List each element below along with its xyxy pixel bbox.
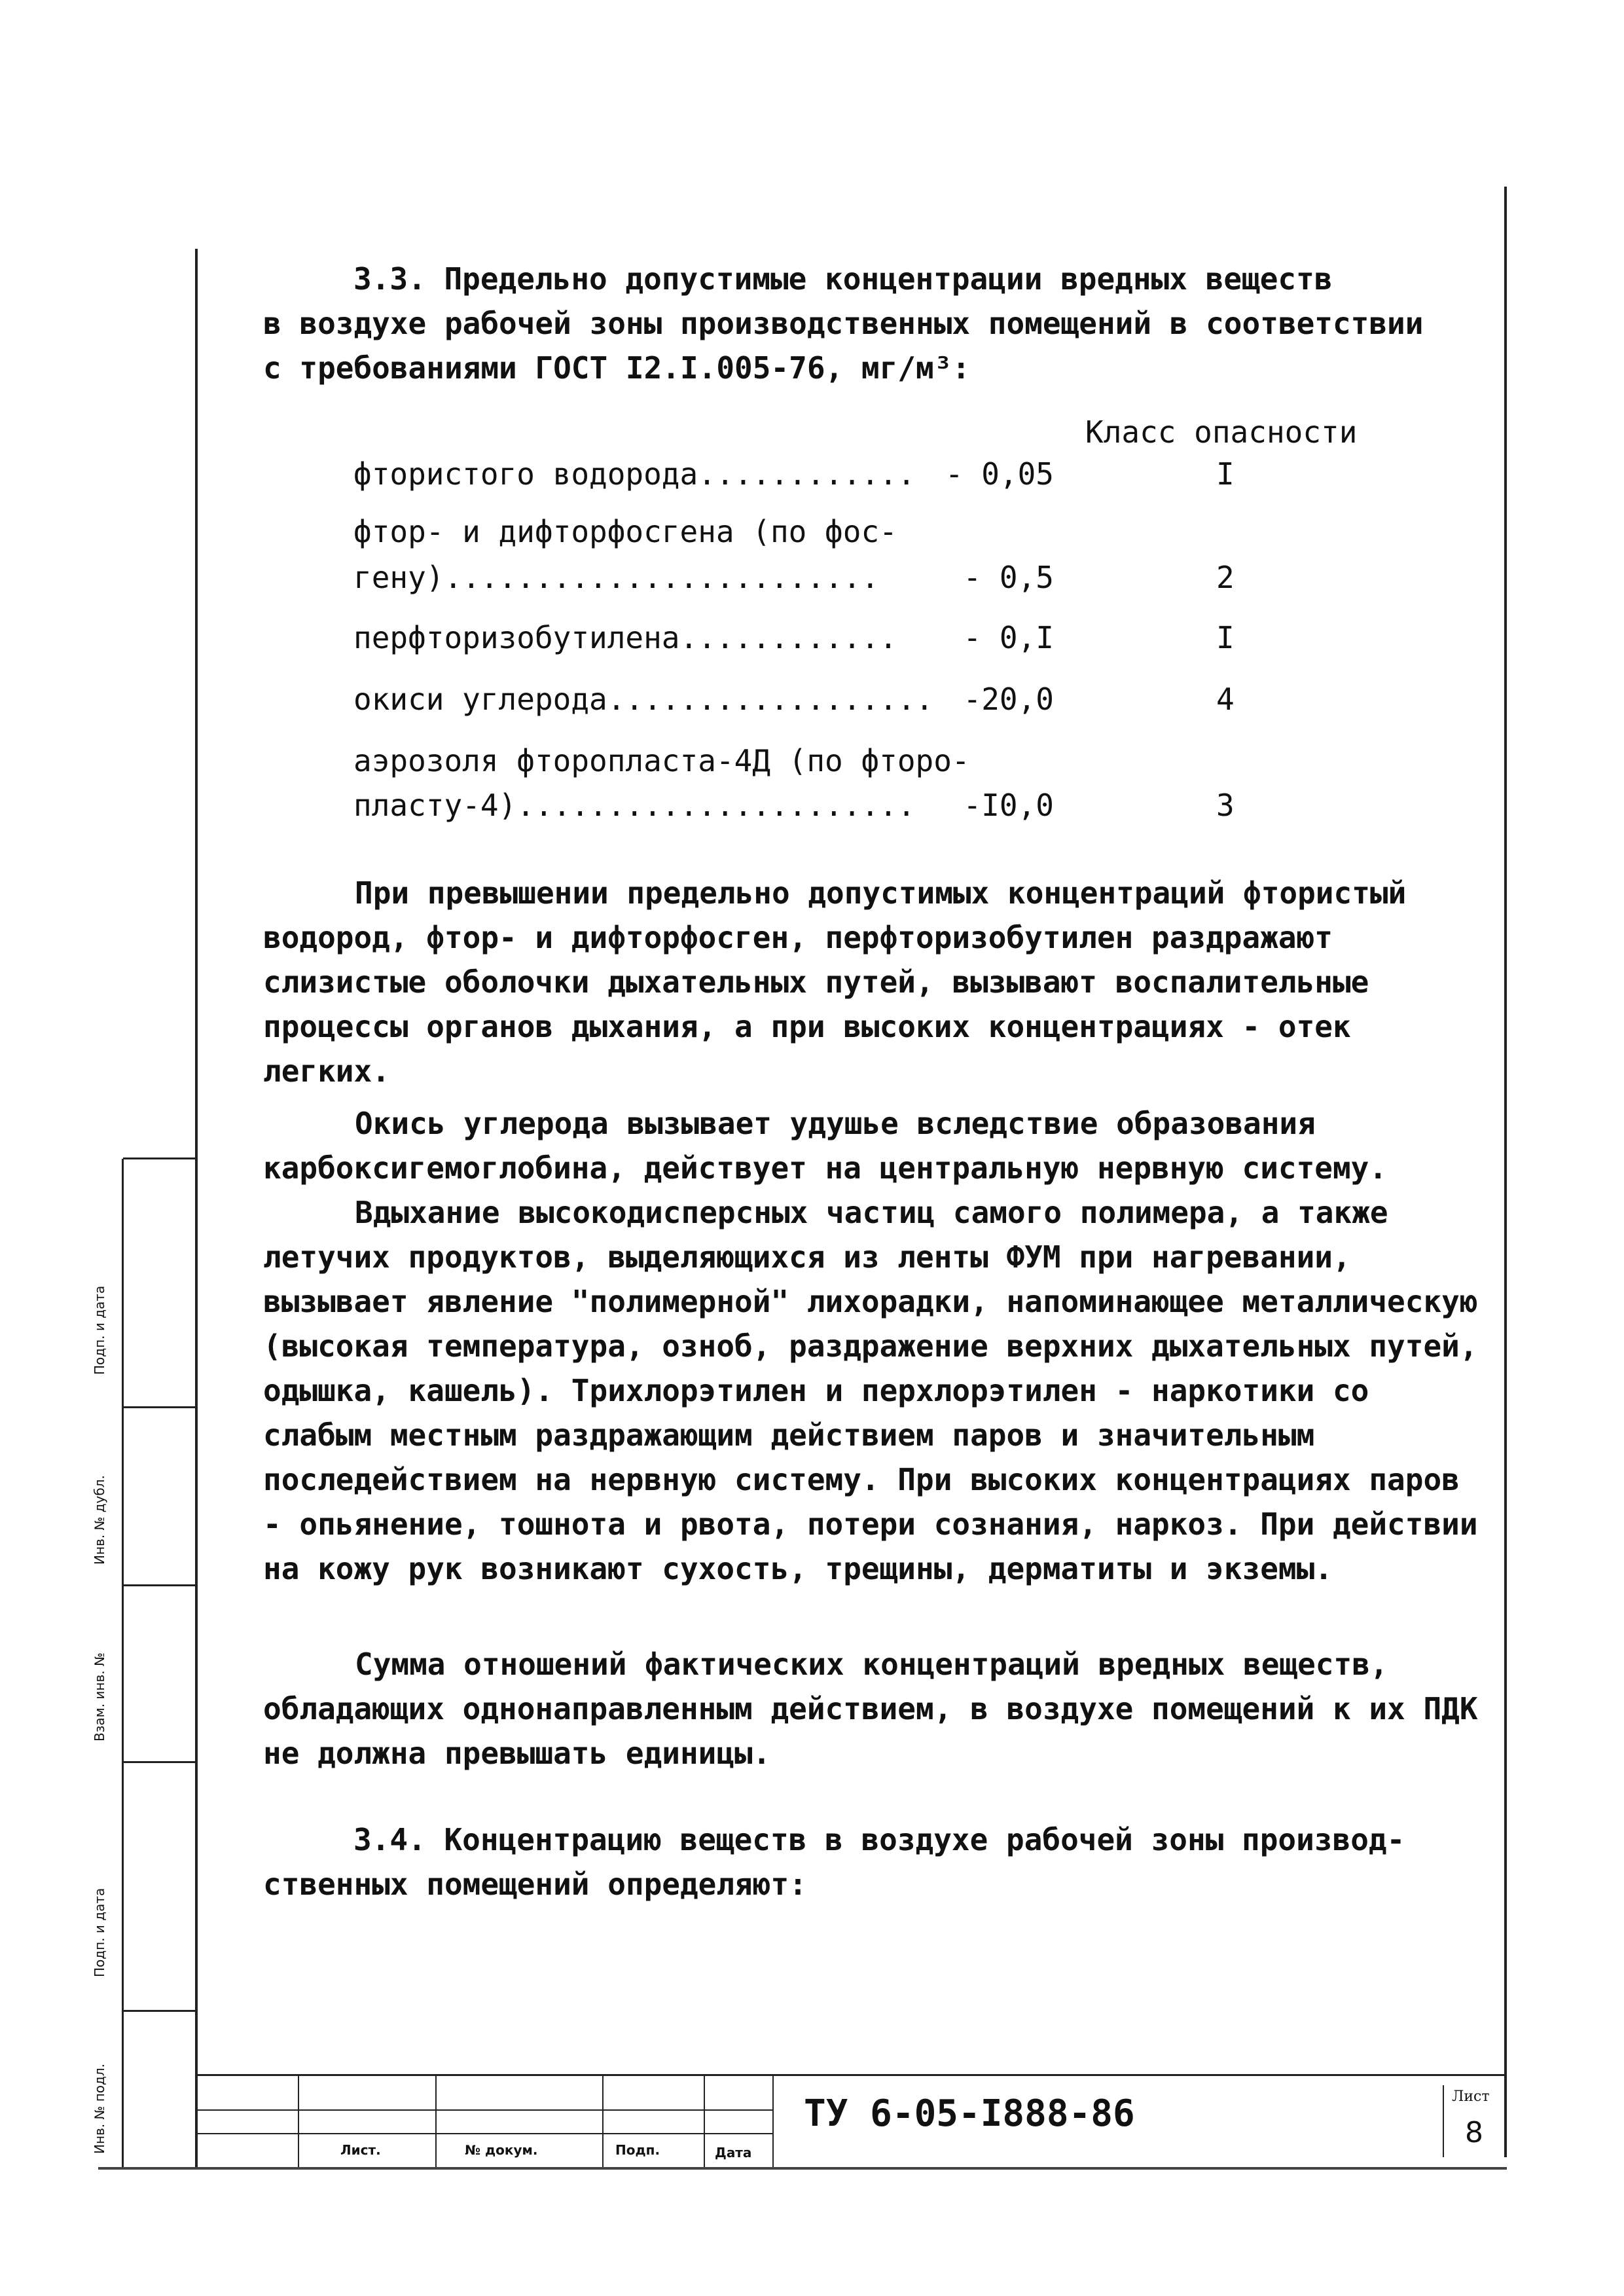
title-block-col-line [435, 2075, 437, 2167]
side-stamp-label: Подп. и дата [92, 1285, 107, 1375]
section-3-3-line-1: 3.3. Предельно допустимые концентрации вредных веществ [353, 261, 1333, 297]
side-stamp-line [123, 1157, 195, 1159]
title-block-col-date: Дата [715, 2145, 752, 2160]
title-block-col-line [772, 2075, 774, 2167]
hazard-row-value: - 0,I [963, 620, 1054, 655]
hazard-row-value: - 0,05 [945, 456, 1054, 492]
side-stamp-label: Подп. и дата [92, 1887, 107, 1977]
sheet-label: Лист [1452, 2088, 1490, 2105]
side-stamp-line [123, 1761, 195, 1763]
hazard-class-header: Класс опасности [1085, 414, 1358, 450]
title-block-col-sign: Подп. [615, 2142, 660, 2158]
hazard-row-class: 2 [1216, 560, 1235, 595]
title-block-col-doc: № докум. [465, 2142, 538, 2158]
paragraph-carbon-monoxide: Окись углерода вызывает удушье вследствие образования карбоксигемоглобина, действует на центральную нервную систему. [263, 1106, 1388, 1186]
hazard-row-value: -20,0 [963, 682, 1054, 717]
hazard-row-name: фтористого водорода............ [353, 456, 916, 492]
side-stamp-divider [122, 1159, 124, 2167]
page-frame-left [195, 249, 198, 2167]
paragraph-irritation: При превышении предельно допустимых концентраций фтористый водород, фтор- и дифторфосген, перфторизобутилен раздражают слизистые оболочки дыхательных путей, вызывают воспалительные процессы органов дыхания, а при высоких концентрациях - отек легких. [263, 875, 1407, 1089]
document-code: ТУ 6-05-I888-86 [804, 2092, 1135, 2135]
paragraph-sum-ratio: Сумма отношений фактических концентраций вредных веществ, обладающих однонаправленным действием, в воздухе помещений к их ПДК не должна превышать единицы. [263, 1647, 1478, 1771]
hazard-row-name: окиси углерода.................. [353, 682, 934, 717]
hazard-row-name-line1: аэрозоля фторопласта-4Д (по фторо- [353, 743, 970, 778]
side-stamp-label: Инв. № дубл. [92, 1475, 107, 1565]
title-block-col-line [602, 2075, 604, 2167]
hazard-row-class: I [1216, 456, 1235, 492]
title-block-col-line [298, 2075, 299, 2167]
page-bottom-line [98, 2167, 1507, 2170]
side-stamp-line [123, 1406, 195, 1408]
hazard-row-class: 4 [1216, 682, 1235, 717]
hazard-row-name: гену)........................ [353, 560, 880, 595]
sheet-number: 8 [1465, 2116, 1483, 2149]
hazard-row-value: - 0,5 [963, 560, 1054, 595]
hazard-row-name-line1: фтор- и дифторфосгена (по фос- [353, 514, 897, 549]
section-3-3-line-2: в воздухе рабочей зоны производственных помещений в соответствии [263, 306, 1424, 341]
section-3-4-line-2: ственных помещений определяют: [263, 1867, 807, 1902]
title-block-top-line [195, 2074, 1507, 2076]
section-3-4-line-1: 3.4. Концентрацию веществ в воздухе рабочей зоны производ- [353, 1822, 1405, 1857]
hazard-row-class: I [1216, 620, 1235, 655]
page-frame-right [1504, 187, 1507, 2157]
side-stamp-label: Инв. № подл. [92, 2064, 107, 2154]
section-3-3-line-3: с требованиями ГОСТ I2.I.005-76, мг/м³: [263, 350, 971, 386]
paragraph-polymer-fever: Вдыхание высокодисперсных частиц самого полимера, а также летучих продуктов, выделяющихся из ленты ФУМ при нагревании, вызывает явление "полимерной" лихорадки, напоминающее металлическую (высокая температура, озноб, раздражение верхних дыхательных путей, одышка, кашель). Трихлорэтилен и перхлорэтилен - наркотики со слабым местным раздражающим действием паров и значительным последействием на нервную систему. При высоких концентрациях паров - опьянение, тошнота и рвота, потери сознания, наркоз. При действии на кожу рук возникают сухость, трещины, дерматиты и экземы. [263, 1195, 1478, 1586]
side-stamp-line [123, 1584, 195, 1586]
title-block-col-line [704, 2075, 705, 2167]
hazard-row-value: -I0,0 [963, 788, 1054, 823]
hazard-row-name: пласту-4)...................... [353, 788, 916, 823]
title-block-row-line [196, 2109, 772, 2111]
hazard-row-class: 3 [1216, 788, 1235, 823]
title-block-col-sheet: Лист. [340, 2142, 381, 2158]
title-block-row-line [196, 2133, 772, 2134]
side-stamp-label: Взам. инв. № [92, 1652, 107, 1741]
hazard-row-name: перфторизобутилена............ [353, 620, 897, 655]
side-stamp-line [123, 2010, 195, 2012]
